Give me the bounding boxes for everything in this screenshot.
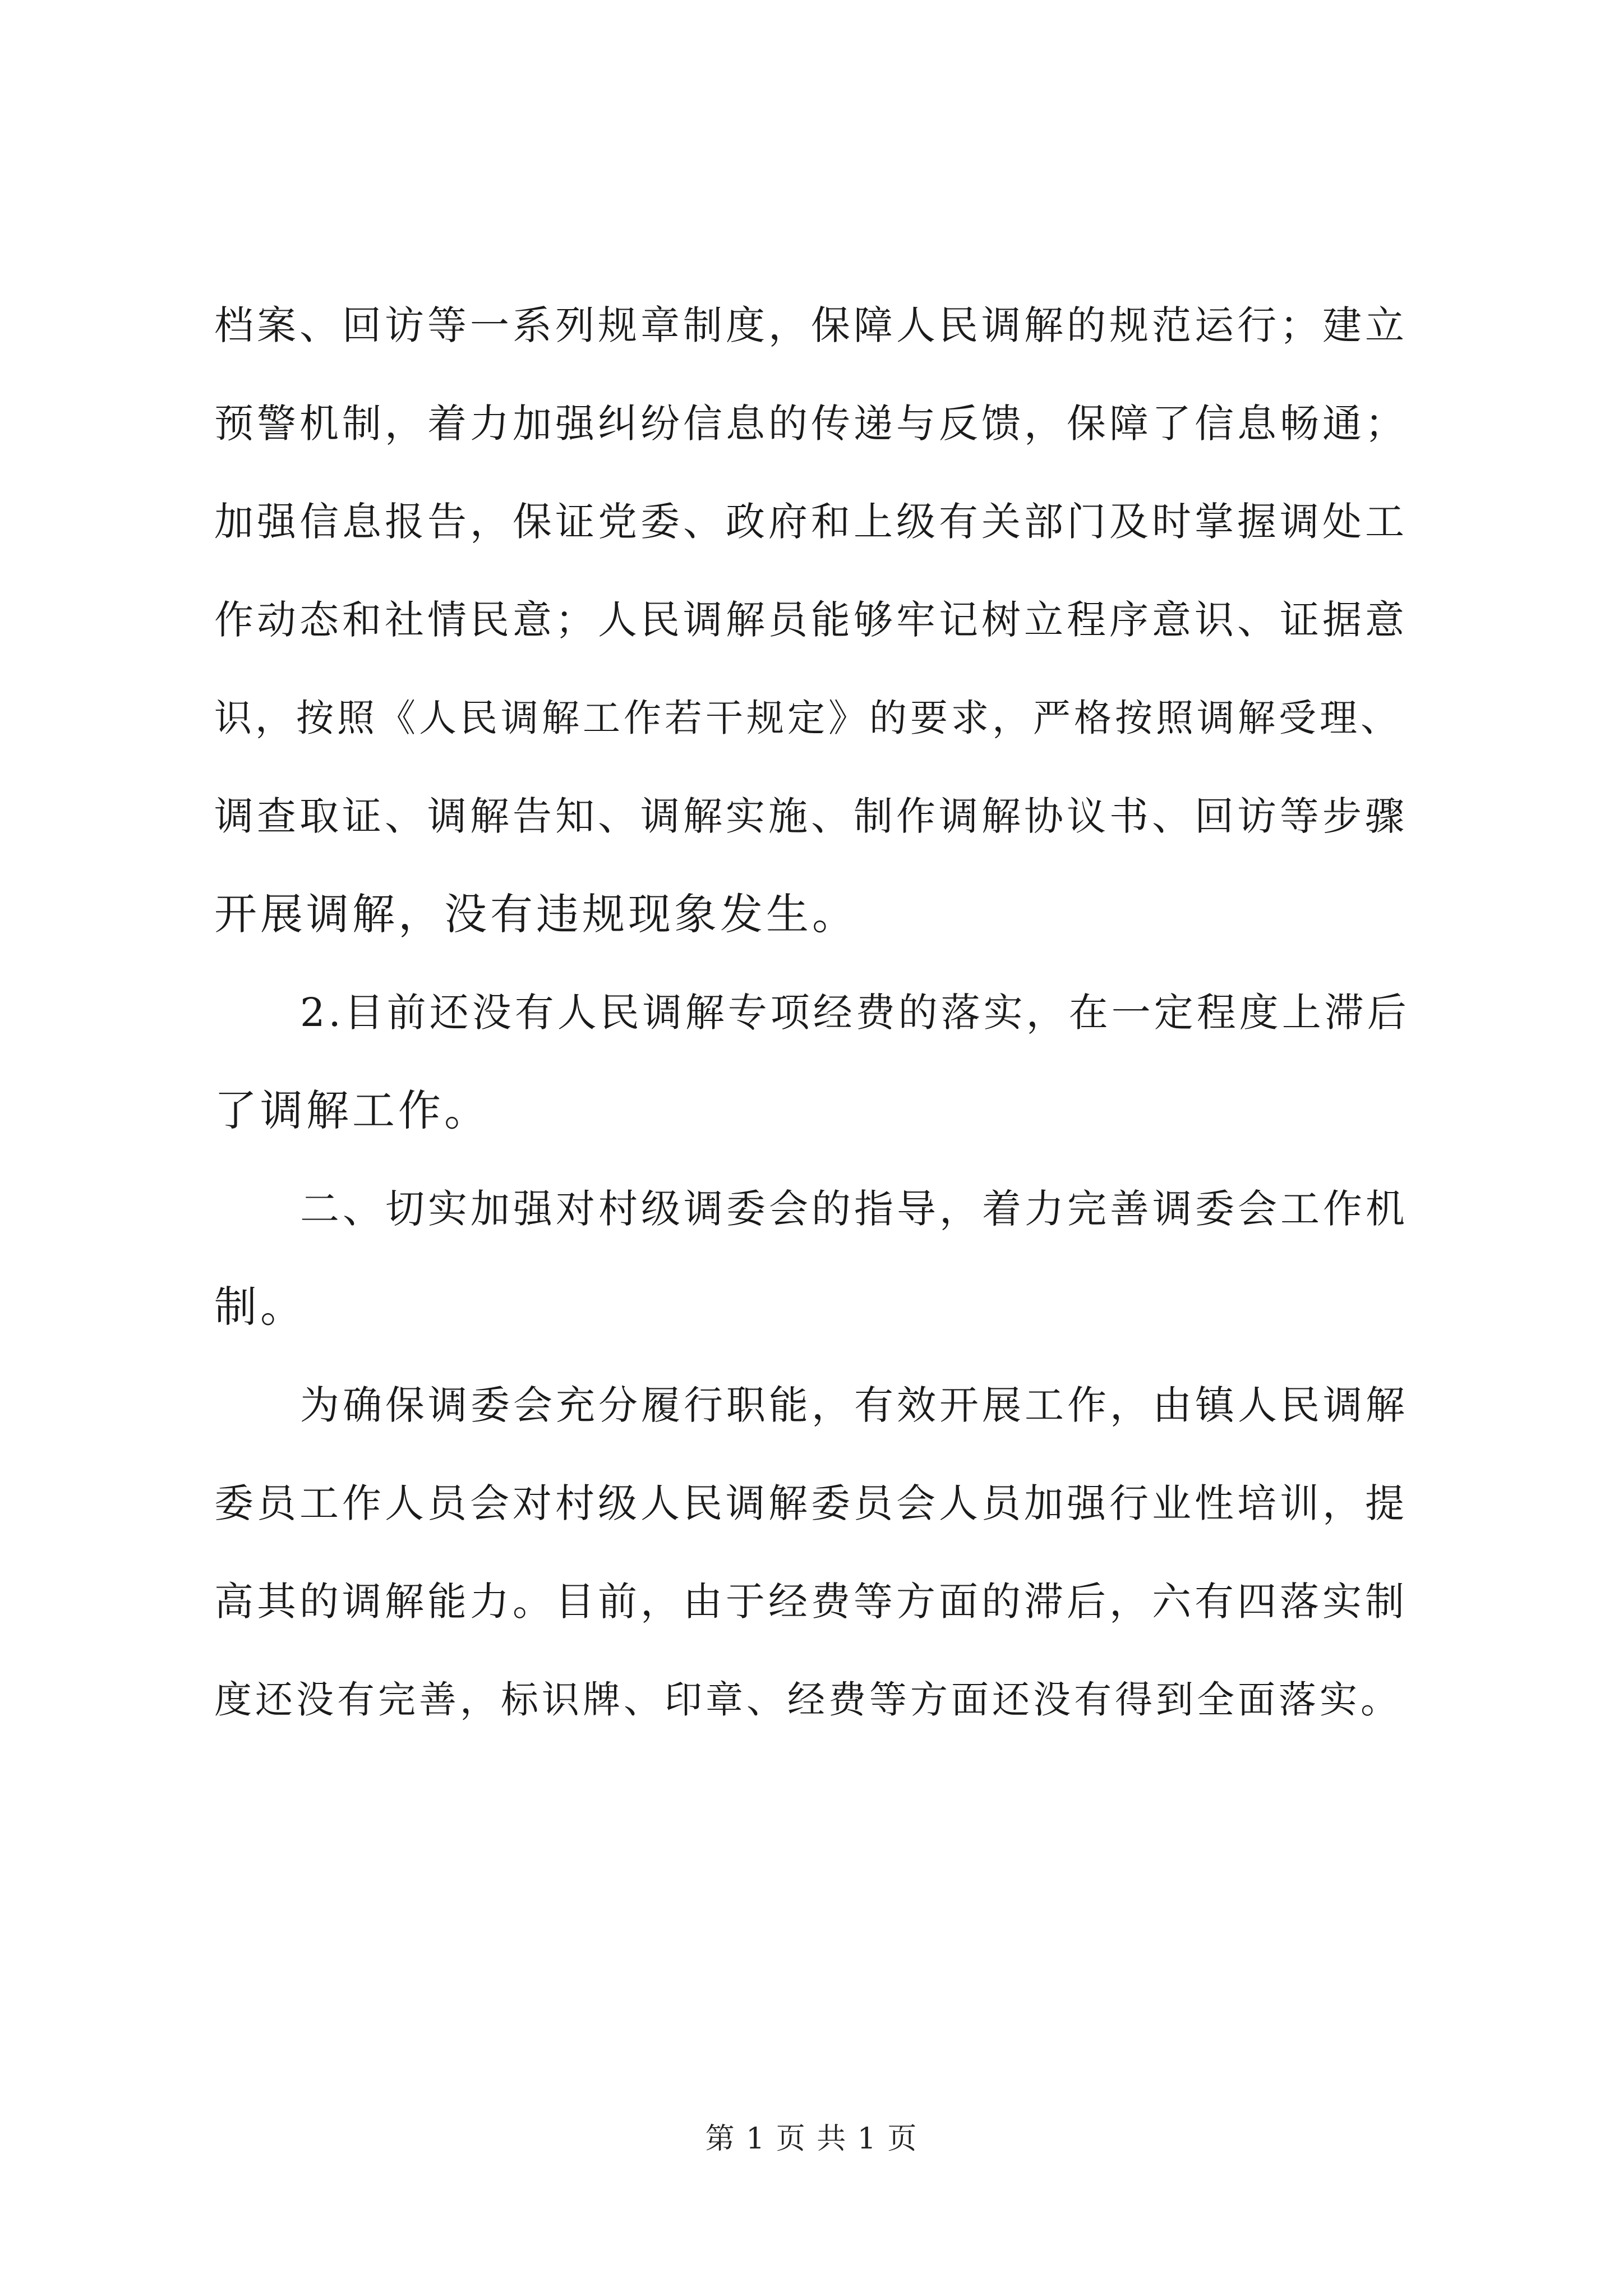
section-heading-continued: 制。 (214, 1282, 306, 1332)
paragraph-line: 调查取证、调解告知、调解实施、制作调解协议书、回访等步骤 (214, 793, 1408, 839)
paragraph-line: 委员工作人员会对村级人民调解委员会人员加强行业性培训，提 (214, 1480, 1408, 1526)
paragraph-line: 预警机制，着力加强纠纷信息的传递与反馈，保障了信息畅通； (214, 401, 1408, 447)
paragraph-line: 作动态和社情民意；人民调解员能够牢记树立程序意识、证据意 (214, 597, 1408, 643)
paragraph-line: 高其的调解能力。目前，由于经费等方面的滞后，六有四落实制 (214, 1579, 1408, 1625)
paragraph-line: 为确保调委会充分履行职能，有效开展工作，由镇人民调解 (300, 1382, 1408, 1428)
section-heading: 二、切实加强对村级调委会的指导，着力完善调委会工作机 (300, 1186, 1408, 1232)
paragraph-line: 识，按照《人民调解工作若干规定》的要求，严格按照调解受理、 (214, 696, 1401, 740)
paragraph-line: 2.目前还没有人民调解专项经费的落实，在一定程度上滞后 (300, 990, 1410, 1036)
paragraph-line: 档案、回访等一系列规章制度，保障人民调解的规范运行；建立 (214, 302, 1408, 348)
paragraph-line: 加强信息报告，保证党委、政府和上级有关部门及时掌握调处工 (214, 499, 1408, 545)
page-footer: 第 1 页 共 1 页 (705, 2122, 918, 2156)
paragraph-line: 度还没有完善，标识牌、印章、经费等方面还没有得到全面落实。 (214, 1678, 1401, 1722)
paragraph-line: 开展调解，没有违规现象发生。 (214, 889, 858, 939)
paragraph-line: 了调解工作。 (214, 1085, 490, 1135)
